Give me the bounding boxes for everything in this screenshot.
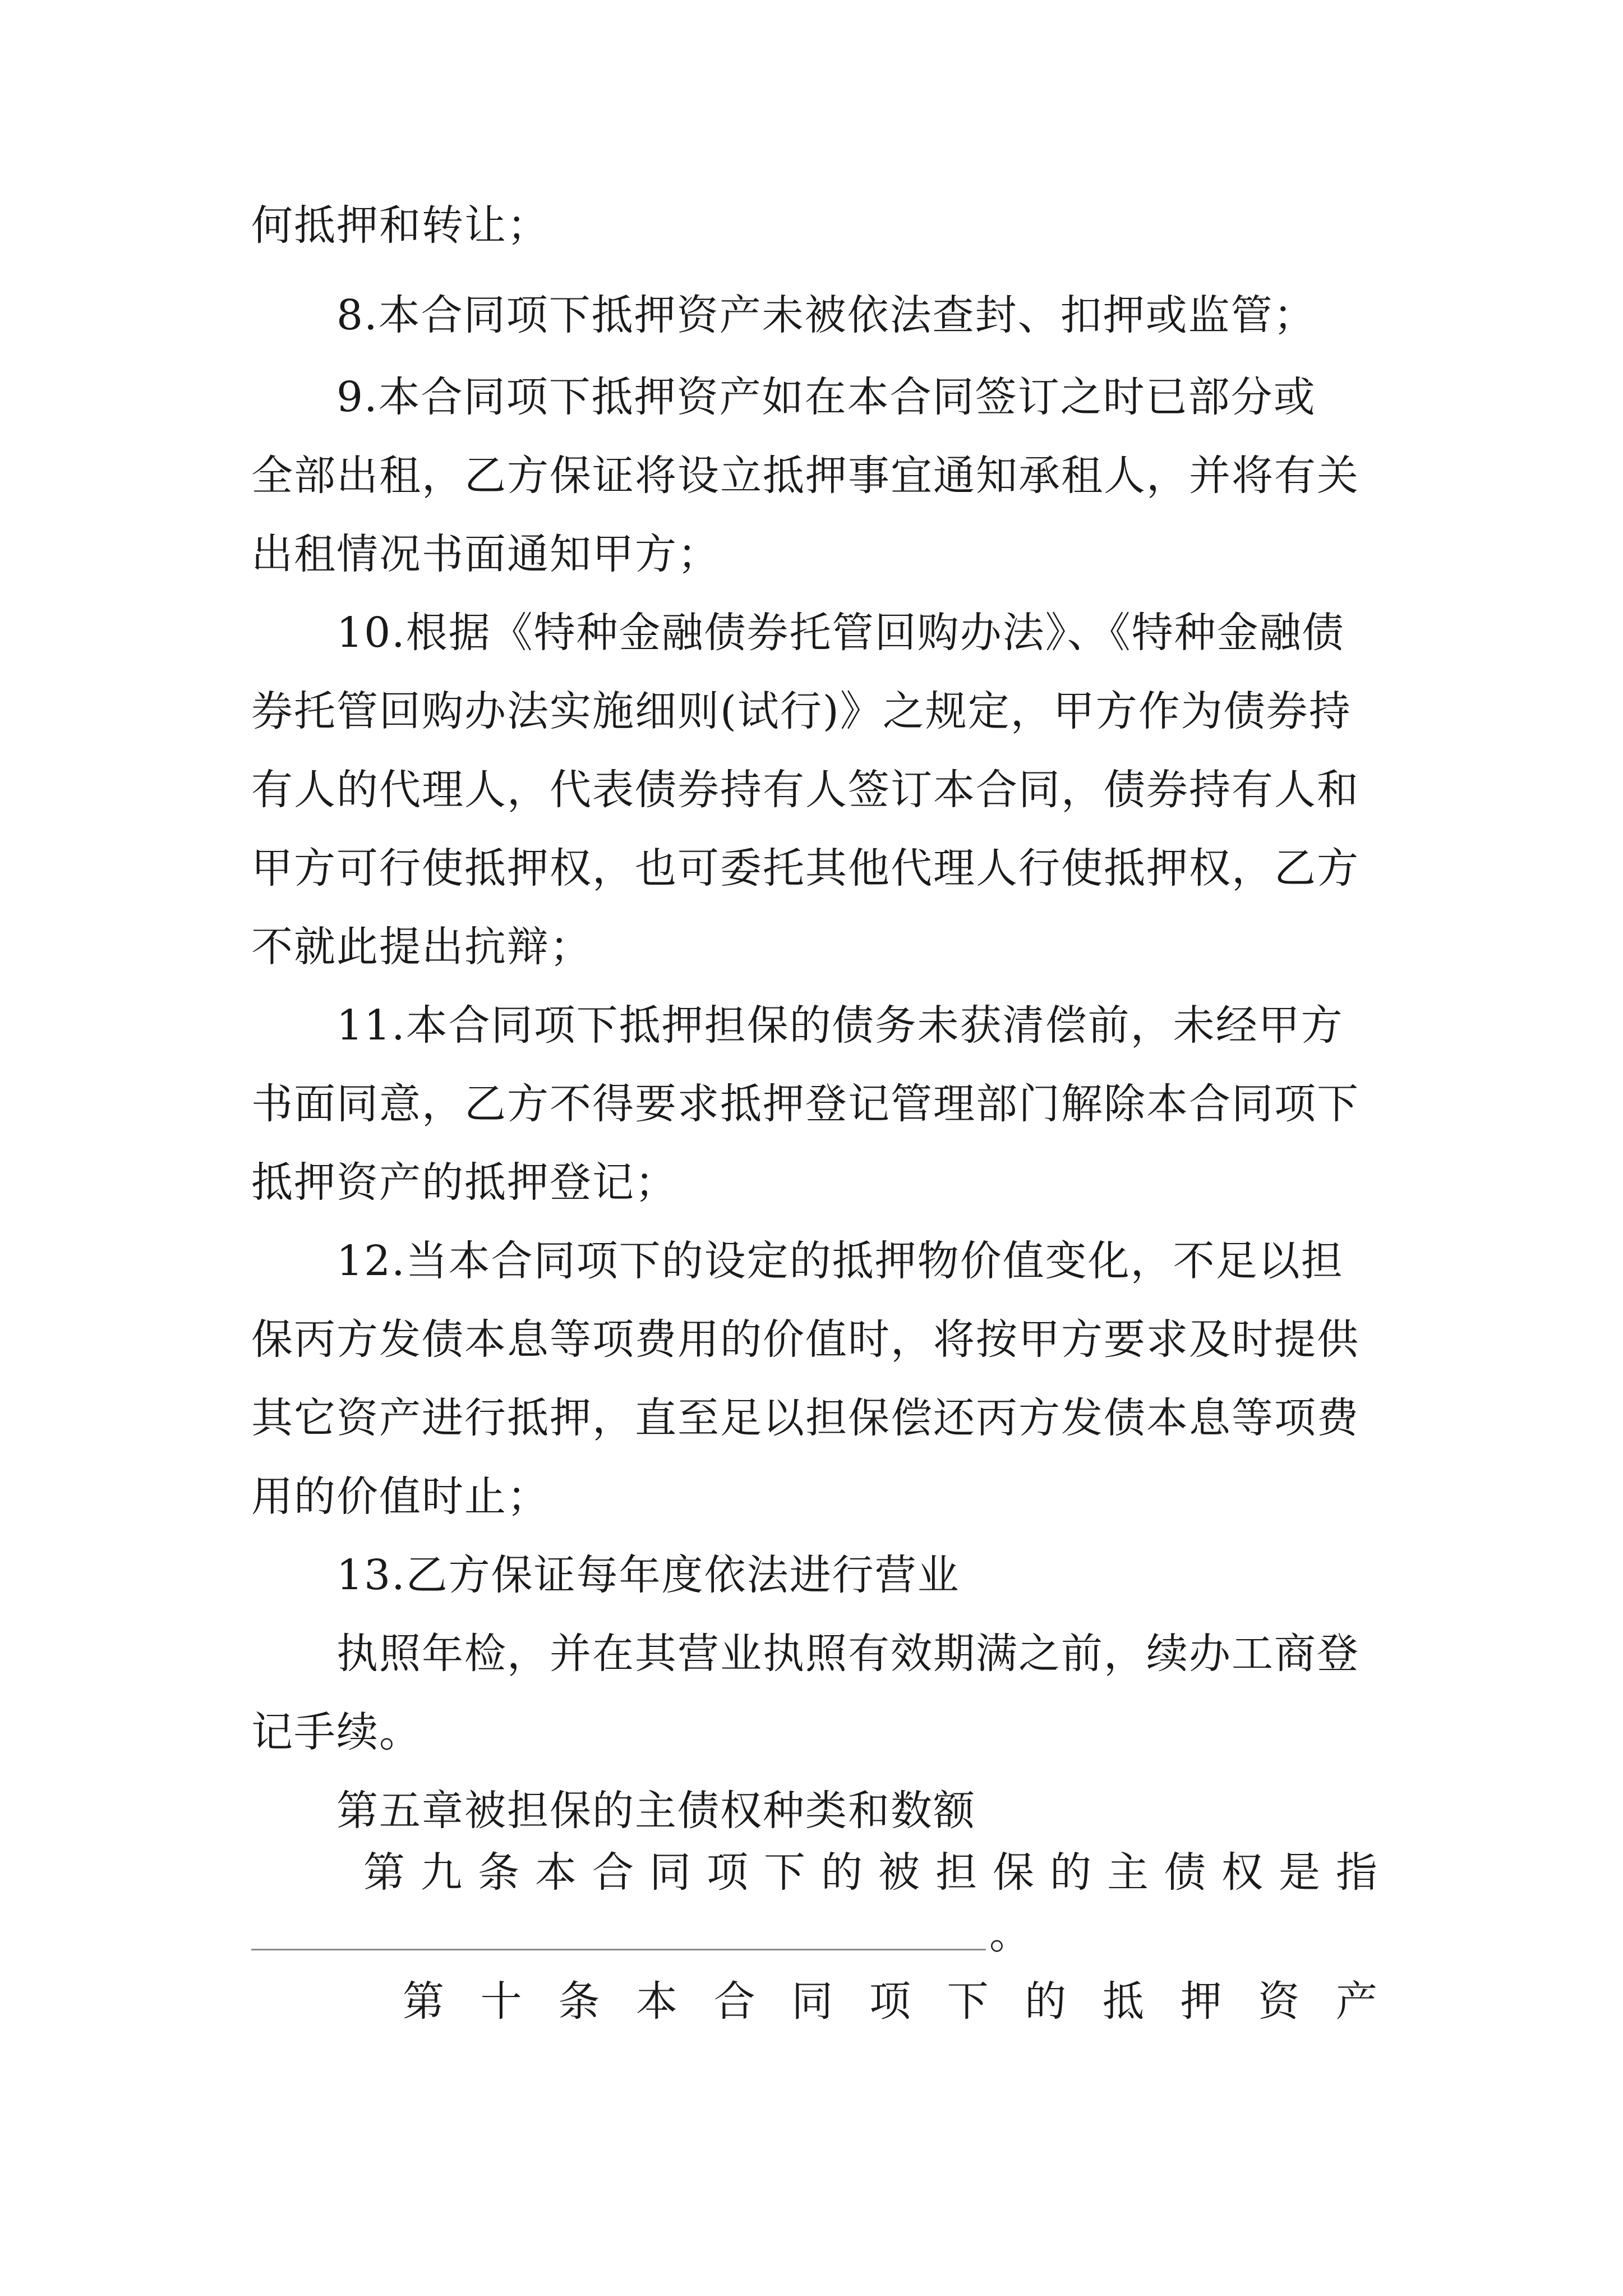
text-line: 出租情况书面通知甲方； xyxy=(251,530,720,578)
spread-char: 项 xyxy=(707,1848,749,1897)
spread-char: 的 xyxy=(1050,1848,1092,1897)
spread-char: 下 xyxy=(947,1977,990,2026)
spread-char: 抵 xyxy=(1102,1977,1145,2026)
spread-char: 的 xyxy=(1025,1977,1068,2026)
text-line: 甲方可行使抵押权，也可委托其他代理人行使抵押权，乙方 xyxy=(251,844,1359,892)
spread-char: 债 xyxy=(1164,1848,1207,1897)
spread-char: 指 xyxy=(1336,1848,1378,1897)
text-line: 其它资产进行抵押，直至足以担保偿还丙方发债本息等项费 xyxy=(251,1394,1359,1442)
spread-char: 押 xyxy=(1180,1977,1223,2026)
clause-13: 13.乙方保证每年度依法进行营业 xyxy=(336,1551,960,1599)
spread-char: 第 xyxy=(403,1977,445,2026)
spread-char: 合 xyxy=(592,1848,635,1897)
spread-char: 合 xyxy=(713,1977,757,2026)
clause-9: 9.本合同项下抵押资产如在本合同签订之时已部分或 xyxy=(336,373,1316,421)
article-9-end: 。 xyxy=(989,1910,1031,1958)
article-10-line xyxy=(403,1973,1378,2030)
text-line: 抵押资产的抵押登记； xyxy=(251,1158,677,1207)
spread-char: 十 xyxy=(480,1977,523,2026)
text-line: 券托管回购办法实施细则(试行)》之规定，甲方作为债券持 xyxy=(251,687,1352,735)
spread-char: 本 xyxy=(635,1977,679,2026)
spread-char: 担 xyxy=(935,1848,978,1897)
text-line: 不就此提出抗辩； xyxy=(251,923,592,971)
spread-char: 是 xyxy=(1279,1848,1321,1897)
spread-char: 资 xyxy=(1258,1977,1301,2026)
spread-char: 下 xyxy=(764,1848,806,1897)
text-line: 执照年检，并在其营业执照有效期满之前，续办工商登 xyxy=(336,1630,1359,1678)
spread-char: 主 xyxy=(1107,1848,1150,1897)
chapter-heading: 第五章被担保的主债权种类和数额 xyxy=(336,1787,976,1835)
spread-char: 同 xyxy=(649,1848,692,1897)
text-line: 保丙方发债本息等项费用的价值时，将按甲方要求及时提供 xyxy=(251,1315,1359,1364)
fill-in-blank xyxy=(251,1949,986,1950)
clause-10: 10.根据《特种金融债券托管回购办法》、《特种金融债 xyxy=(336,609,1345,657)
spread-char: 本 xyxy=(535,1848,578,1897)
spread-char: 九 xyxy=(421,1848,463,1897)
spread-char: 条 xyxy=(478,1848,520,1897)
text-line: 记手续。 xyxy=(251,1708,422,1756)
article-9-line xyxy=(363,1844,1378,1901)
spread-char: 项 xyxy=(869,1977,912,2026)
text-line: 何抵押和转让； xyxy=(251,201,550,250)
spread-char: 产 xyxy=(1335,1977,1378,2026)
clause-8: 8.本合同项下抵押资产未被依法查封、扣押或监管； xyxy=(336,291,1316,339)
clause-11: 11.本合同项下抵押担保的债务未获清偿前，未经甲方 xyxy=(336,1001,1344,1050)
spread-char: 被 xyxy=(878,1848,921,1897)
text-line: 用的价值时止； xyxy=(251,1473,550,1521)
spread-char: 同 xyxy=(791,1977,834,2026)
spread-char: 第 xyxy=(363,1848,406,1897)
spread-char: 权 xyxy=(1221,1848,1264,1897)
text-line: 全部出租，乙方保证将设立抵押事宜通知承租人，并将有关 xyxy=(251,452,1359,500)
spread-char: 的 xyxy=(821,1848,864,1897)
spread-char: 保 xyxy=(993,1848,1035,1897)
text-line: 书面同意，乙方不得要求抵押登记管理部门解除本合同项下 xyxy=(251,1080,1359,1128)
text-line: 有人的代理人，代表债券持有人签订本合同，债券持有人和 xyxy=(251,766,1359,814)
spread-char: 条 xyxy=(558,1977,601,2026)
clause-12: 12.当本合同项下的设定的抵押物价值变化，不足以担 xyxy=(336,1237,1344,1285)
